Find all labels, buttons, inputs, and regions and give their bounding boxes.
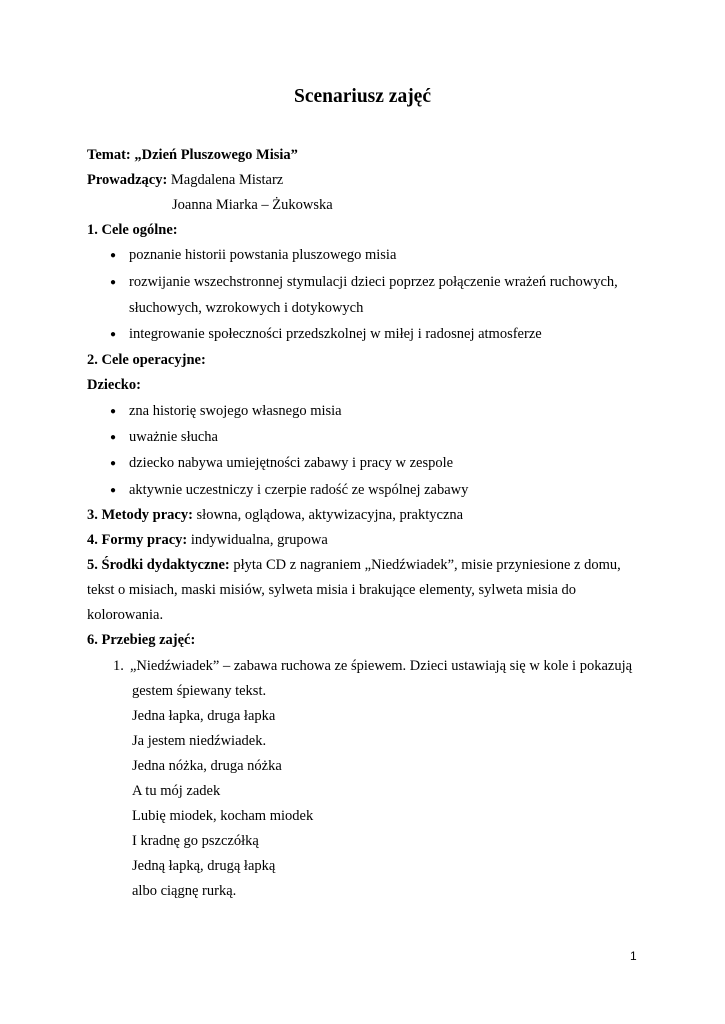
- resources-label: 5. Środki dydaktyczne:: [87, 557, 230, 573]
- topic-line: [87, 146, 298, 164]
- song-line: Ja jestem niedźwiadek.: [132, 733, 267, 749]
- course-heading: 6. Przebieg zajęć:: [87, 632, 196, 648]
- hosts-label: Prowadzący:: [87, 172, 168, 188]
- operational-goals-heading: 2. Cele operacyjne:: [87, 352, 206, 368]
- song-line: I kradnę go pszczółką: [132, 833, 259, 849]
- operational-goal-item: uważnie słucha: [129, 429, 218, 445]
- child-subheading: Dziecko:: [87, 377, 141, 393]
- song-line: Jedna łapka, druga łapka: [132, 708, 276, 724]
- general-goal-item: poznanie historii powstania pluszowego misia: [129, 247, 397, 263]
- bullet-icon: ●: [110, 277, 117, 288]
- hosts-line: [87, 171, 283, 189]
- operational-goal-item: dziecko nabywa umiejętności zabawy i pracy w zespole: [129, 455, 454, 471]
- resources-value-3: kolorowania.: [87, 607, 164, 623]
- forms-label: 4. Formy pracy:: [87, 532, 188, 548]
- general-goal-item: rozwijanie wszechstronnej stymulacji dzieci poprzez połączenie wrażeń ruchowych,: [129, 274, 618, 290]
- methods-label: 3. Metody pracy:: [87, 507, 193, 523]
- bullet-icon: ●: [110, 250, 117, 261]
- general-goal-item: integrowanie społeczności przedszkolnej w miłej i radosnej atmosferze: [129, 326, 542, 342]
- host-name-2: Joanna Miarka – Żukowska: [172, 197, 333, 213]
- forms-value: indywidualna, grupowa: [187, 532, 328, 548]
- topic-value: „Dzień Pluszowego Misia”: [134, 147, 298, 163]
- methods-line: [87, 506, 463, 524]
- document-title: Scenariusz zajęć: [294, 86, 431, 107]
- host-name-1: Magdalena Mistarz: [167, 172, 284, 188]
- bullet-icon: ●: [110, 329, 117, 340]
- song-line: Jedną łapką, drugą łapką: [132, 858, 276, 874]
- bullet-icon: ●: [110, 458, 117, 469]
- step-1-text: „Niedźwiadek” – zabawa ruchowa ze śpiewem. Dzieci ustawiają się w kole i pokazują: [130, 658, 633, 674]
- general-goals-heading: 1. Cele ogólne:: [87, 222, 178, 238]
- resources-line: [87, 556, 621, 574]
- page-number: 1: [630, 949, 637, 963]
- resources-value-2: tekst o misiach, maski misiów, sylweta misia i brakujące elementy, sylweta misia do: [87, 582, 576, 598]
- bullet-icon: ●: [110, 432, 117, 443]
- methods-value: słowna, oglądowa, aktywizacyjna, praktyczna: [192, 507, 464, 523]
- song-line: A tu mój zadek: [132, 783, 221, 799]
- general-goal-item-continued: słuchowych, wzrokowych i dotykowych: [129, 300, 364, 316]
- step-number: 1.: [113, 658, 124, 674]
- song-line: Lubię miodek, kocham miodek: [132, 808, 314, 824]
- forms-line: [87, 531, 328, 549]
- song-line: Jedna nóżka, druga nóżka: [132, 758, 282, 774]
- bullet-icon: ●: [110, 406, 117, 417]
- topic-label: Temat:: [87, 147, 135, 163]
- operational-goal-item: aktywnie uczestniczy i czerpie radość ze wspólnej zabawy: [129, 482, 469, 498]
- operational-goal-item: zna historię swojego własnego misia: [129, 403, 342, 419]
- step-1-text-continued: gestem śpiewany tekst.: [132, 683, 267, 699]
- song-line: albo ciągnę rurką.: [132, 883, 237, 899]
- resources-value-1: płyta CD z nagraniem „Niedźwiadek”, misie przyniesione z domu,: [229, 557, 621, 573]
- bullet-icon: ●: [110, 485, 117, 496]
